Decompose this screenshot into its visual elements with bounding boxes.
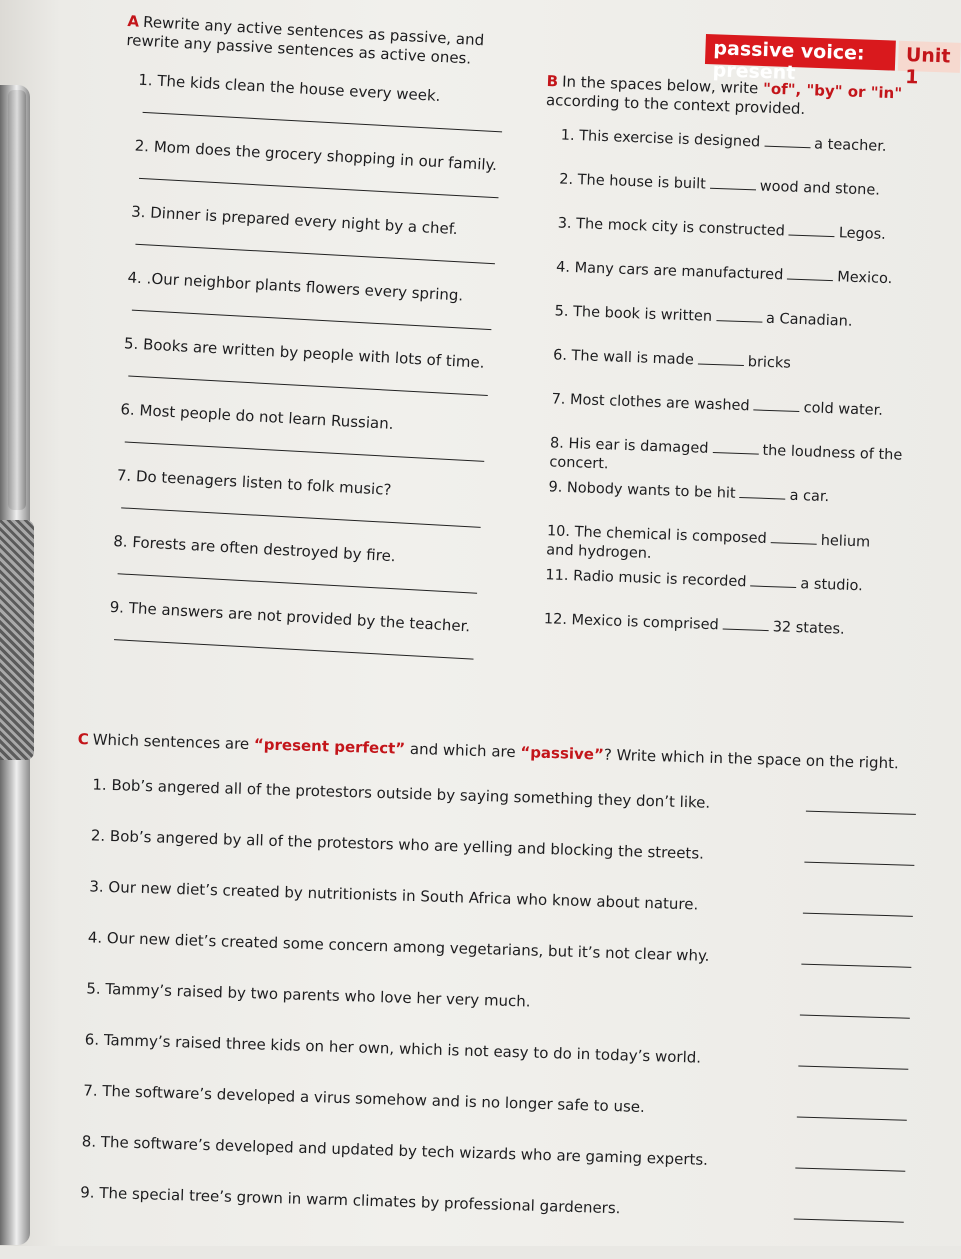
list-item: 3. Our new diet’s created by nutritionists in South Africa who know about nature.	[88, 877, 923, 953]
section-b-list	[543, 127, 915, 667]
section-c	[63, 730, 928, 1259]
blank-field[interactable]	[789, 235, 835, 238]
pen-grip	[0, 520, 34, 760]
section-b-letter: B	[546, 72, 559, 91]
list-item: 2. Mom does the grocery shopping in our family.	[132, 137, 521, 224]
list-item: 6. Tammy’s raised three kids on her own, which is not easy to do in today’s world.	[84, 1030, 919, 1106]
blank-field[interactable]	[764, 146, 810, 149]
list-item: 6. Most people do not learn Russian.	[117, 400, 506, 487]
blank-field[interactable]	[723, 628, 769, 631]
answer-line[interactable]	[803, 913, 913, 917]
list-item: 2. Bob’s angered by all of the protestors who are yelling and blocking the streets.	[90, 826, 925, 902]
answer-line[interactable]	[797, 1116, 907, 1120]
unit-label: Unit 1	[897, 41, 960, 73]
section-a	[93, 12, 528, 685]
blank-field[interactable]	[787, 279, 833, 282]
list-item: 10. The chemical is composed helium and hydrogen.	[546, 523, 871, 562]
list-item: 6. The wall is made bricks	[552, 347, 792, 372]
list-item: 3. The mock city is constructed Legos.	[557, 215, 887, 243]
blank-field[interactable]	[712, 452, 758, 455]
answer-line[interactable]	[804, 862, 914, 866]
list-item: 12. Mexico is comprised 32 states.	[543, 611, 845, 638]
list-item: 9. The answers are not provided by the teacher.	[107, 598, 496, 685]
section-a-instruction: A Rewrite any active sentences as passive, and rewrite any passive sentences as active ones.	[125, 12, 485, 68]
blank-field[interactable]	[698, 363, 744, 366]
section-c-list	[79, 775, 926, 1259]
list-item: 5. Books are written by people with lots of time.	[121, 334, 510, 421]
unit-header	[705, 34, 961, 89]
list-item: 2. The house is built wood and stone.	[558, 171, 881, 199]
topic-tag: passive voice: present	[705, 34, 895, 71]
list-item: 1. This exercise is designed a teacher.	[560, 127, 887, 155]
section-a-letter: A	[127, 12, 140, 31]
list-item: 5. The book is written a Canadian.	[554, 303, 853, 330]
list-item: 8. His ear is damaged the loudness of the concert.	[549, 435, 903, 473]
answer-line[interactable]	[806, 811, 916, 815]
answer-line[interactable]	[800, 1015, 910, 1019]
blank-field[interactable]	[739, 497, 785, 500]
blank-field[interactable]	[716, 320, 762, 323]
list-item: 5. Tammy’s raised by two parents who love her very much.	[85, 979, 920, 1055]
blank-field[interactable]	[750, 585, 796, 588]
list-item: 9. Nobody wants to be hit a car.	[548, 479, 830, 506]
answer-line[interactable]	[794, 1218, 904, 1222]
blank-field[interactable]	[771, 542, 817, 545]
section-c-instruction: C Which sentences are “present perfect” and which are “passive”? Write which in the space on the right.	[77, 730, 900, 773]
list-item: 7. Most clothes are washed cold water.	[551, 391, 884, 419]
list-item: 7. Do teenagers listen to folk music?	[114, 466, 503, 553]
list-item: 4. Our new diet’s created some concern among vegetarians, but it’s not clear why.	[87, 928, 922, 1004]
list-item: 4. .Our neighbor plants flowers every spring.	[125, 268, 514, 355]
answer-line[interactable]	[795, 1167, 905, 1171]
list-item: 9. The special tree’s grown in warm climates by professional gardeners.	[79, 1183, 914, 1259]
section-b	[527, 72, 917, 667]
section-a-list	[107, 71, 525, 685]
list-item: 1. The kids clean the house every week.	[135, 71, 524, 158]
answer-line[interactable]	[801, 964, 911, 968]
list-item: 1. Bob’s angered all of the protestors outside by saying something they don’t like.	[91, 775, 926, 851]
pen-clip	[8, 90, 26, 510]
list-item: 7. The software’s developed a virus somehow and is no longer safe to use.	[82, 1081, 917, 1157]
section-b-instruction: B In the spaces below, write "of", "by" or "in" according to the context provided.	[545, 72, 903, 119]
blank-field[interactable]	[710, 188, 756, 191]
list-item: 8. The software’s developed and updated by tech wizards who are gaming experts.	[81, 1132, 916, 1208]
list-item: 11. Radio music is recorded a studio.	[545, 567, 864, 595]
list-item: 4. Many cars are manufactured Mexico.	[555, 259, 893, 288]
list-item: 8. Forests are often destroyed by fire.	[110, 532, 499, 619]
blank-field[interactable]	[754, 409, 800, 412]
answer-line[interactable]	[798, 1066, 908, 1070]
section-c-letter: C	[77, 730, 90, 749]
list-item: 3. Dinner is prepared every night by a chef.	[128, 202, 517, 289]
